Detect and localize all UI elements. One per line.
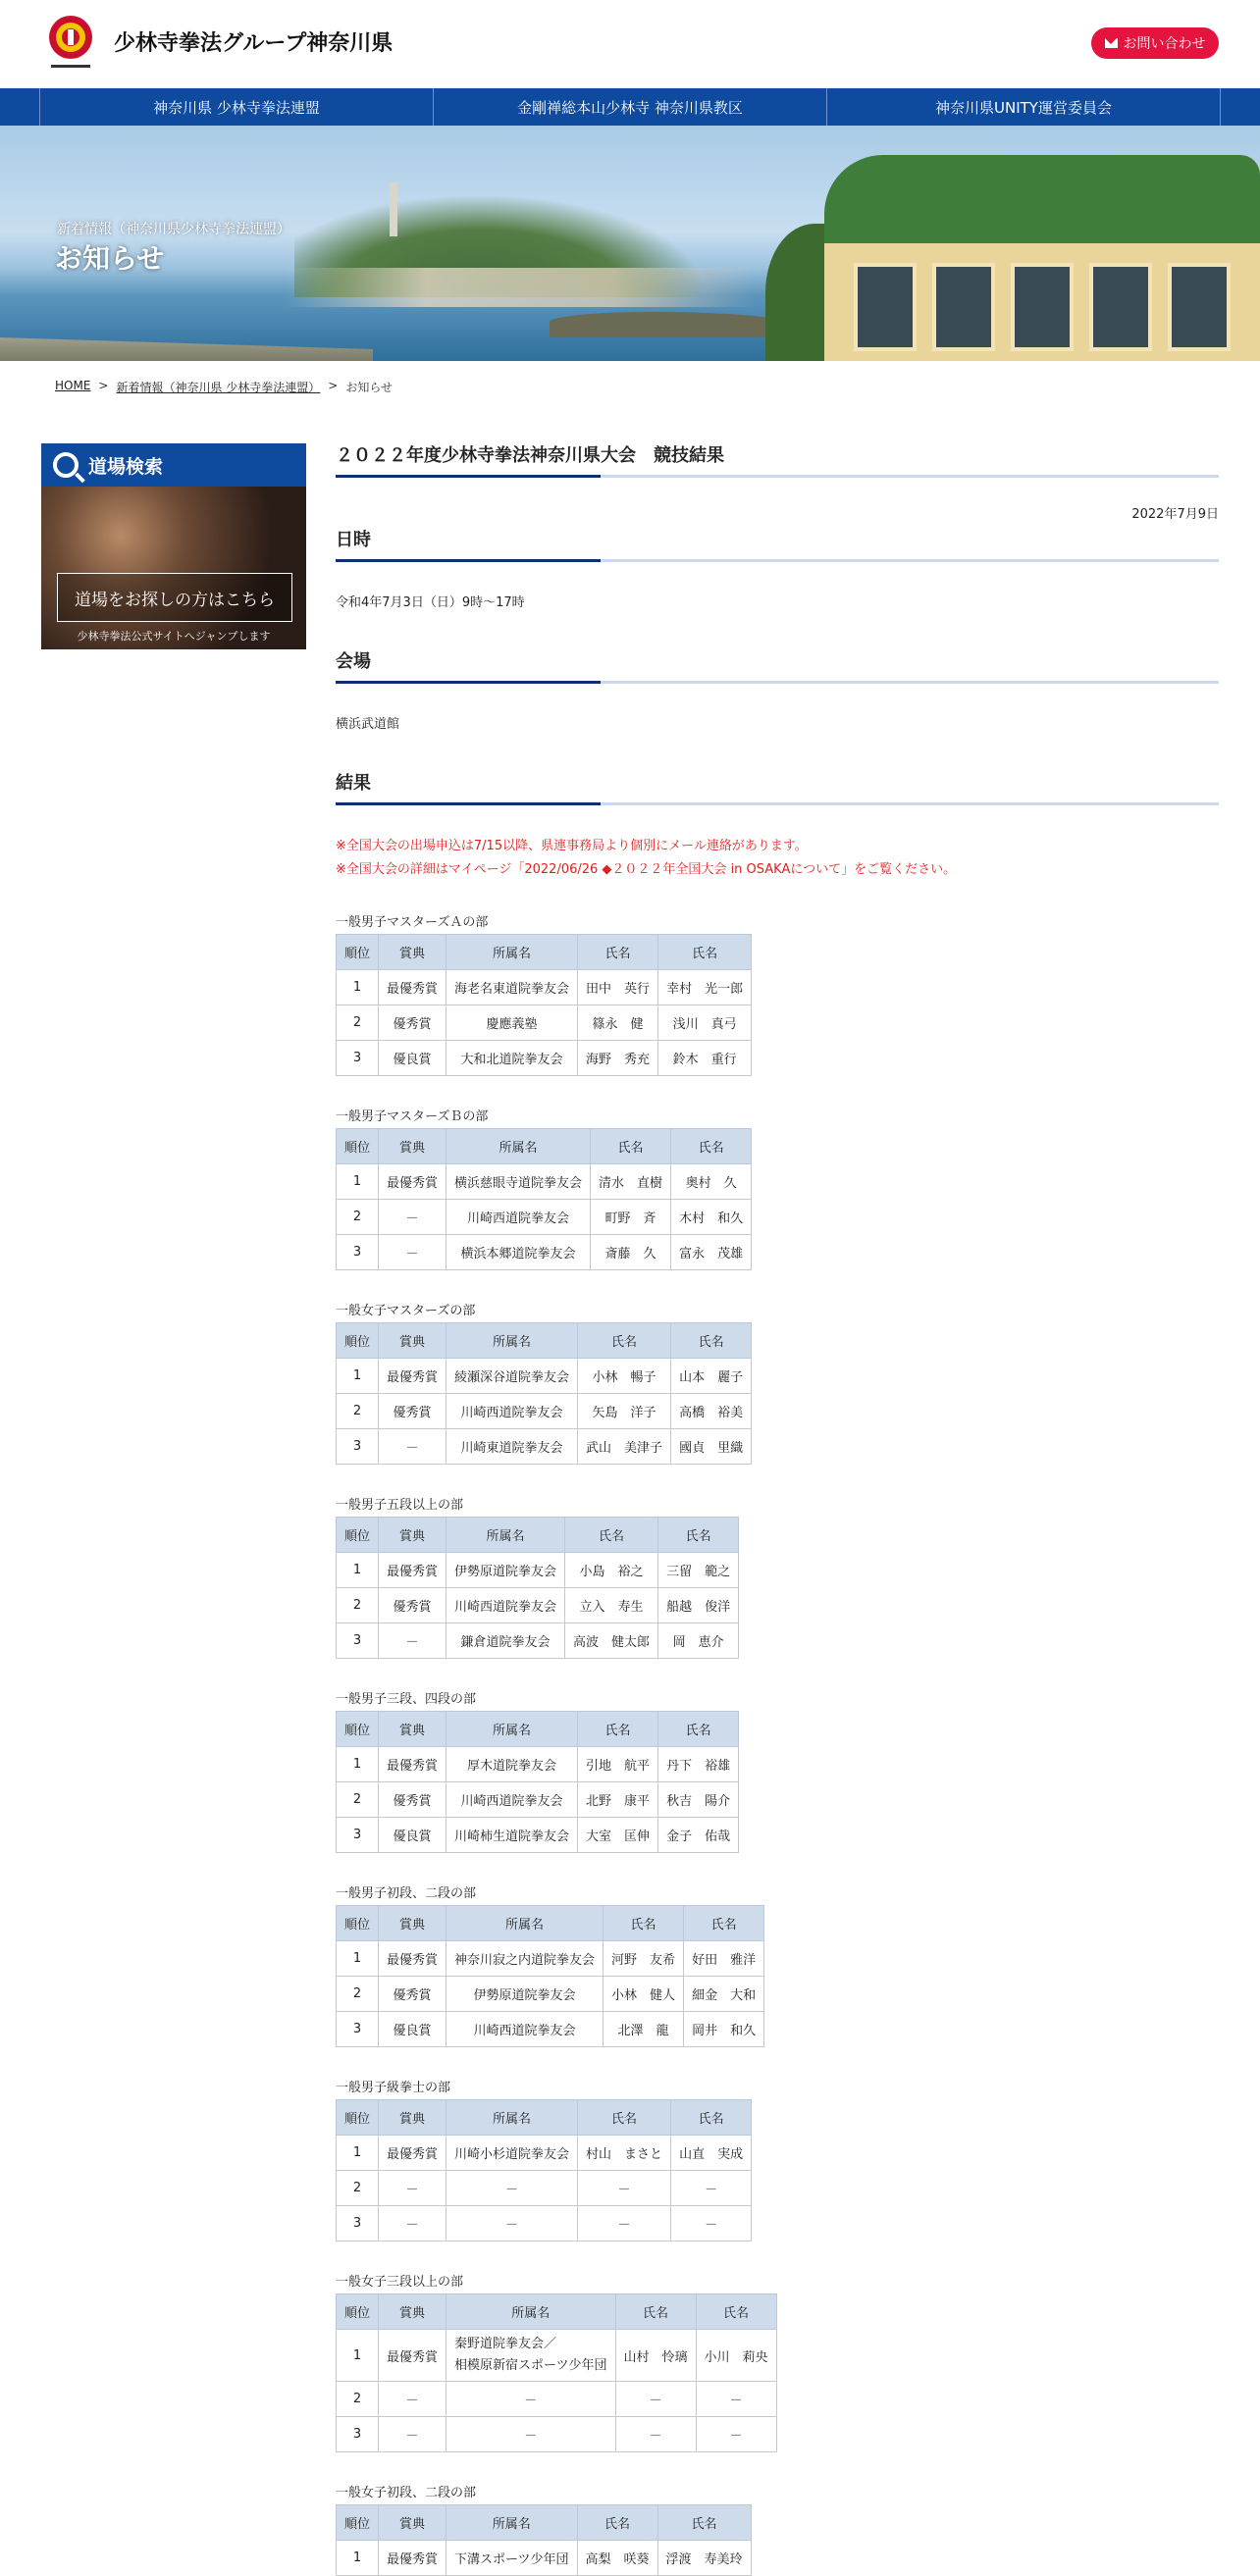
hero-subtitle: 新着情報（神奈川県少林寺拳法連盟） [57,222,290,237]
table-row [337,2171,752,2206]
name-cell: 木村 和久 [671,1200,752,1235]
affiliation-cell: 伊勢原道院拳友会 [446,1977,604,2012]
table-row [337,1588,739,1623]
award-cell: 最優秀賞 [379,1553,446,1588]
rank-cell: 3 [337,2012,379,2047]
name-cell: 浅川 真弓 [658,1005,752,1041]
name-header: 氏名 [578,935,658,970]
affiliation-cell: － [446,2382,615,2417]
affiliation-cell: 横浜本郷道院拳友会 [446,1235,591,1270]
affiliation-cell: 神奈川寂之内道院拳友会 [446,1941,604,1977]
award-header: 賞典 [379,2100,446,2136]
table-header-row [337,1518,739,1553]
breadcrumb-home-link[interactable]: HOME [55,379,91,392]
name-cell: 秋吉 陽介 [658,1782,739,1818]
name-cell: 村山 まさと [578,2136,671,2171]
award-header: 賞典 [379,935,446,970]
result-table [336,2504,752,2576]
result-table [336,1322,752,1465]
affiliation-header: 所属名 [446,1518,565,1553]
award-cell: 優秀賞 [379,1005,446,1041]
name-header: 氏名 [657,2505,751,2541]
name-header: 氏名 [615,2294,696,2330]
affiliation-cell: 川崎西道院拳友会 [446,1394,578,1429]
notice-text [336,835,1219,882]
name-cell: 小川 莉央 [696,2330,776,2382]
result-table-title: 一般男子マスターズＢの部 [336,1109,489,1124]
section-heading-datetime: 日時 [336,530,371,550]
breadcrumb-separator: > [98,379,109,392]
result-table [336,1517,739,1659]
table-header-row [337,1323,752,1359]
table-header-row [337,935,752,970]
affiliation-cell: － [446,2206,578,2241]
table-row [337,1818,739,1853]
breadcrumb-current: お知らせ [345,381,393,394]
award-header: 賞典 [379,1323,446,1359]
name-cell: 幸村 光一郎 [658,970,752,1005]
name-cell: 高波 健太郎 [565,1623,658,1659]
award-cell: － [379,2171,446,2206]
award-header: 賞典 [379,1129,446,1164]
table-row [337,1941,764,1977]
rank-header: 順位 [337,2294,379,2330]
award-header: 賞典 [379,1906,446,1941]
shorinji-kempo-logo-icon[interactable] [43,12,98,77]
name-cell: 小林 暢子 [578,1359,671,1394]
name-header: 氏名 [671,1129,752,1164]
hero-train-window [932,263,995,351]
name-cell: － [696,2417,776,2452]
affiliation-cell: 川崎小杉道院拳友会 [446,2136,578,2171]
dojo-search-heading [41,443,306,487]
award-cell: 最優秀賞 [379,1359,446,1394]
name-cell: － [671,2171,752,2206]
result-table-title: 一般男子五段以上の部 [336,1498,464,1513]
name-header: 氏名 [658,1518,739,1553]
hero-town-image [285,268,756,307]
rank-cell: 2 [337,1782,379,1818]
hero-title: お知らせ [55,242,165,275]
rank-cell: 2 [337,2171,379,2206]
table-row [337,1041,752,1076]
name-cell: 山本 麗子 [671,1359,752,1394]
section-rule [336,802,1219,805]
name-cell: 小林 健人 [604,1977,684,2012]
table-row [337,2330,777,2382]
site-header [0,0,1260,88]
name-header: 氏名 [578,2100,671,2136]
breadcrumb-separator: > [328,379,339,392]
dojo-search-title: 道場検索 [88,455,164,478]
result-table-title: 一般男子初段、二段の部 [336,1886,477,1901]
award-cell: 優秀賞 [379,1782,446,1818]
name-cell: 海野 秀充 [578,1041,658,1076]
award-cell: 最優秀賞 [379,1941,446,1977]
affiliation-header: 所属名 [446,1129,591,1164]
rank-header: 順位 [337,1518,379,1553]
hero-tower-image [390,182,397,236]
site-title[interactable]: 少林寺拳法グループ神奈川県 [114,31,394,56]
name-header: 氏名 [658,1712,739,1747]
award-cell: － [379,1200,446,1235]
table-row [337,2206,752,2241]
award-cell: 優良賞 [379,2012,446,2047]
dojo-search-button[interactable]: 道場をお探しの方はこちら [57,573,292,622]
name-header: 氏名 [577,2505,657,2541]
award-header: 賞典 [379,2505,446,2541]
rank-cell: 2 [337,1200,379,1235]
name-cell: 三留 範之 [658,1553,739,1588]
rank-header: 順位 [337,2100,379,2136]
rank-cell: 3 [337,1429,379,1465]
affiliation-header: 所属名 [446,1906,604,1941]
name-cell: 鈴木 重行 [658,1041,752,1076]
name-cell: 細金 大和 [684,1977,764,2012]
result-table-title: 一般女子マスターズの部 [336,1304,476,1318]
table-row [337,1235,752,1270]
rank-cell: 1 [337,1941,379,1977]
award-cell: 最優秀賞 [379,2330,446,2382]
mail-icon [1105,38,1118,48]
name-cell: － [671,2206,752,2241]
award-cell: 優良賞 [379,1818,446,1853]
name-cell: 富永 茂雄 [671,1235,752,1270]
name-header: 氏名 [578,1712,658,1747]
main-content [336,441,1219,2576]
table-row [337,2541,752,2576]
affiliation-cell: 横浜慈眼寺道院拳友会 [446,1164,591,1200]
award-cell: 優秀賞 [379,1977,446,2012]
affiliation-cell: 川崎柿生道院拳友会 [446,1818,578,1853]
affiliation-cell: 綾瀬深谷道院拳友会 [446,1359,578,1394]
affiliation-cell: － [446,2171,578,2206]
rank-cell: 3 [337,2206,379,2241]
rank-header: 順位 [337,1712,379,1747]
search-icon [53,452,79,478]
award-cell: 優秀賞 [379,1394,446,1429]
award-header: 賞典 [379,2294,446,2330]
rank-cell: 1 [337,1359,379,1394]
name-header: 氏名 [565,1518,658,1553]
award-cell: 最優秀賞 [379,1747,446,1782]
name-cell: 高橋 裕美 [671,1394,752,1429]
affiliation-header: 所属名 [446,1712,578,1747]
name-cell: 北野 康平 [578,1782,658,1818]
table-header-row [337,2294,777,2330]
result-table-title: 一般男子マスターズＡの部 [336,915,489,930]
table-header-row [337,1712,739,1747]
rank-cell: 1 [337,2136,379,2171]
name-cell: － [696,2382,776,2417]
award-cell: 優秀賞 [379,1588,446,1623]
award-cell: 最優秀賞 [379,2541,446,2576]
name-cell: 丹下 裕雄 [658,1747,739,1782]
name-cell: － [578,2206,671,2241]
breadcrumb [55,379,393,395]
rank-cell: 3 [337,2417,379,2452]
table-row [337,1394,752,1429]
hero-train-window [854,263,917,351]
name-cell: 國貞 里織 [671,1429,752,1465]
affiliation-header: 所属名 [446,1323,578,1359]
venue-text: 横浜武道館 [336,717,400,732]
table-header-row [337,2100,752,2136]
result-table-title: 一般女子三段以上の部 [336,2275,464,2290]
name-cell: 船越 俊洋 [658,1588,739,1623]
rank-cell: 3 [337,1041,379,1076]
name-header: 氏名 [684,1906,764,1941]
affiliation-cell: － [446,2417,615,2452]
award-cell: － [379,2382,446,2417]
rank-cell: 2 [337,1588,379,1623]
table-row [337,1623,739,1659]
name-cell: 斎藤 久 [591,1235,671,1270]
rank-cell: 2 [337,1977,379,2012]
name-cell: 田中 英行 [578,970,658,1005]
rank-cell: 2 [337,1394,379,1429]
table-row [337,970,752,1005]
notice-line: ※全国大会の出場申込は7/15以降、県連事務局より個別にメール連絡があります。 [336,839,808,853]
nav-item-renmei[interactable]: 神奈川県 少林寺拳法連盟 [39,88,433,126]
name-cell: 好田 雅洋 [684,1941,764,1977]
name-header: 氏名 [671,2100,752,2136]
main-nav [0,88,1260,126]
award-cell: － [379,1623,446,1659]
dojo-search-box [41,443,306,649]
name-cell: 北澤 龍 [604,2012,684,2047]
table-header-row [337,2505,752,2541]
article-date: 2022年7月9日 [1131,507,1219,522]
name-cell: 町野 斉 [591,1200,671,1235]
rank-header: 順位 [337,2505,379,2541]
breadcrumb-news-link[interactable]: 新着情報（神奈川県 少林寺拳法連盟） [116,381,321,394]
affiliation-cell: 厚木道院拳友会 [446,1747,578,1782]
name-cell: 小島 裕之 [565,1553,658,1588]
table-row [337,1782,739,1818]
table-row [337,2012,764,2047]
section-rule [336,681,1219,684]
rank-cell: 1 [337,1553,379,1588]
rank-cell: 3 [337,1818,379,1853]
section-heading-venue: 会場 [336,651,371,672]
affiliation-cell: 大和北道院拳友会 [446,1041,578,1076]
name-header: 氏名 [696,2294,776,2330]
rank-header: 順位 [337,1129,379,1164]
rank-cell: 2 [337,2382,379,2417]
award-cell: 最優秀賞 [379,1164,446,1200]
table-row [337,1977,764,2012]
name-cell: 金子 佑哉 [658,1818,739,1853]
dojo-search-image [41,487,306,649]
table-row [337,1005,752,1041]
rank-header: 順位 [337,1323,379,1359]
result-table [336,2099,752,2241]
award-cell: 優良賞 [379,1041,446,1076]
name-cell: 河野 友希 [604,1941,684,1977]
hero-train-window [1089,263,1152,351]
affiliation-cell: 川崎西道院拳友会 [446,1200,591,1235]
name-header: 氏名 [604,1906,684,1941]
name-cell: 矢島 洋子 [578,1394,671,1429]
name-cell: 清水 直樹 [591,1164,671,1200]
name-cell: 奥村 久 [671,1164,752,1200]
table-header-row [337,1129,752,1164]
result-table-title: 一般男子三段、四段の部 [336,1692,477,1707]
award-cell: － [379,2206,446,2241]
name-header: 氏名 [658,935,752,970]
award-cell: － [379,2417,446,2452]
notice-line: ※全国大会の詳細はマイページ「2022/06/26 ◆２０２２年全国大会 in OSAKAについて」をご覧ください。 [336,862,957,877]
table-row [337,1553,739,1588]
nav-item-kyouku[interactable]: 金剛禅総本山少林寺 神奈川県教区 [433,88,826,126]
award-cell: 最優秀賞 [379,970,446,1005]
result-table-title: 一般男子級拳士の部 [336,2081,451,2095]
name-cell: 浮渡 寿美玲 [657,2541,751,2576]
name-header: 氏名 [578,1323,671,1359]
rank-cell: 3 [337,1623,379,1659]
section-rule [336,559,1219,562]
table-row [337,2382,777,2417]
affiliation-cell: 伊勢原道院拳友会 [446,1553,565,1588]
hero-banner [0,126,1260,361]
result-table [336,2293,777,2452]
rank-header: 順位 [337,935,379,970]
contact-button-label: お問い合わせ [1123,36,1206,52]
result-table [336,1905,764,2047]
rank-cell: 1 [337,1747,379,1782]
name-cell: 篠永 健 [578,1005,658,1041]
title-rule [336,475,1219,478]
affiliation-cell: 川崎西道院拳友会 [446,1782,578,1818]
section-heading-results: 結果 [336,773,371,794]
nav-item-unity[interactable]: 神奈川県UNITY運営委員会 [826,88,1221,126]
table-row [337,1429,752,1465]
affiliation-cell: 川崎西道院拳友会 [446,1588,565,1623]
name-header: 氏名 [671,1323,752,1359]
rank-cell: 2 [337,1005,379,1041]
name-header: 氏名 [591,1129,671,1164]
table-row [337,1164,752,1200]
name-cell: 岡 恵介 [658,1623,739,1659]
result-table [336,934,752,1076]
affiliation-header: 所属名 [446,2294,615,2330]
dojo-search-caption: 少林寺拳法公式サイトへジャンプします [77,630,271,643]
award-cell: － [379,1235,446,1270]
affiliation-cell: 慶應義塾 [446,1005,578,1041]
name-cell: 山直 実成 [671,2136,752,2171]
rank-cell: 1 [337,2541,379,2576]
rank-cell: 1 [337,1164,379,1200]
name-cell: 岡井 和久 [684,2012,764,2047]
table-row [337,1359,752,1394]
table-row [337,2417,777,2452]
affiliation-header: 所属名 [446,2505,577,2541]
name-cell: 引地 航平 [578,1747,658,1782]
affiliation-header: 所属名 [446,2100,578,2136]
award-cell: － [379,1429,446,1465]
affiliation-cell: 海老名東道院拳友会 [446,970,578,1005]
affiliation-cell: 川崎東道院拳友会 [446,1429,578,1465]
result-table-title: 一般女子初段、二段の部 [336,2486,477,2500]
affiliation-header: 所属名 [446,935,578,970]
award-header: 賞典 [379,1518,446,1553]
name-cell: 武山 美津子 [578,1429,671,1465]
affiliation-cell: 川崎西道院拳友会 [446,2012,604,2047]
table-row [337,1200,752,1235]
rank-cell: 1 [337,970,379,1005]
award-header: 賞典 [379,1712,446,1747]
rank-cell: 1 [337,2330,379,2382]
result-table [336,1128,752,1270]
award-cell: 最優秀賞 [379,2136,446,2171]
name-cell: － [615,2382,696,2417]
hero-train-window [1011,263,1074,351]
name-cell: 高梨 咲葵 [577,2541,657,2576]
table-header-row [337,1906,764,1941]
name-cell: － [615,2417,696,2452]
result-table [336,1711,739,1853]
name-cell: 大室 匡伸 [578,1818,658,1853]
rank-cell: 3 [337,1235,379,1270]
contact-button[interactable] [1091,27,1219,59]
name-cell: － [578,2171,671,2206]
name-cell: 山村 怜璃 [615,2330,696,2382]
affiliation-cell: 下溝スポーツ少年団 [446,2541,577,2576]
article-title: ２０２２年度少林寺拳法神奈川県大会 競技結果 [336,445,724,466]
results-tables [336,911,1219,2576]
table-row [337,2136,752,2171]
affiliation-cell: 秦野道院拳友会／ 相模原新宿スポーツ少年団 [446,2330,615,2382]
datetime-text: 令和4年7月3日（日）9時～17時 [336,595,525,610]
table-row [337,1747,739,1782]
affiliation-cell: 鎌倉道院拳友会 [446,1623,565,1659]
name-cell: 立入 寿生 [565,1588,658,1623]
rank-header: 順位 [337,1906,379,1941]
hero-train-window [1168,263,1231,351]
